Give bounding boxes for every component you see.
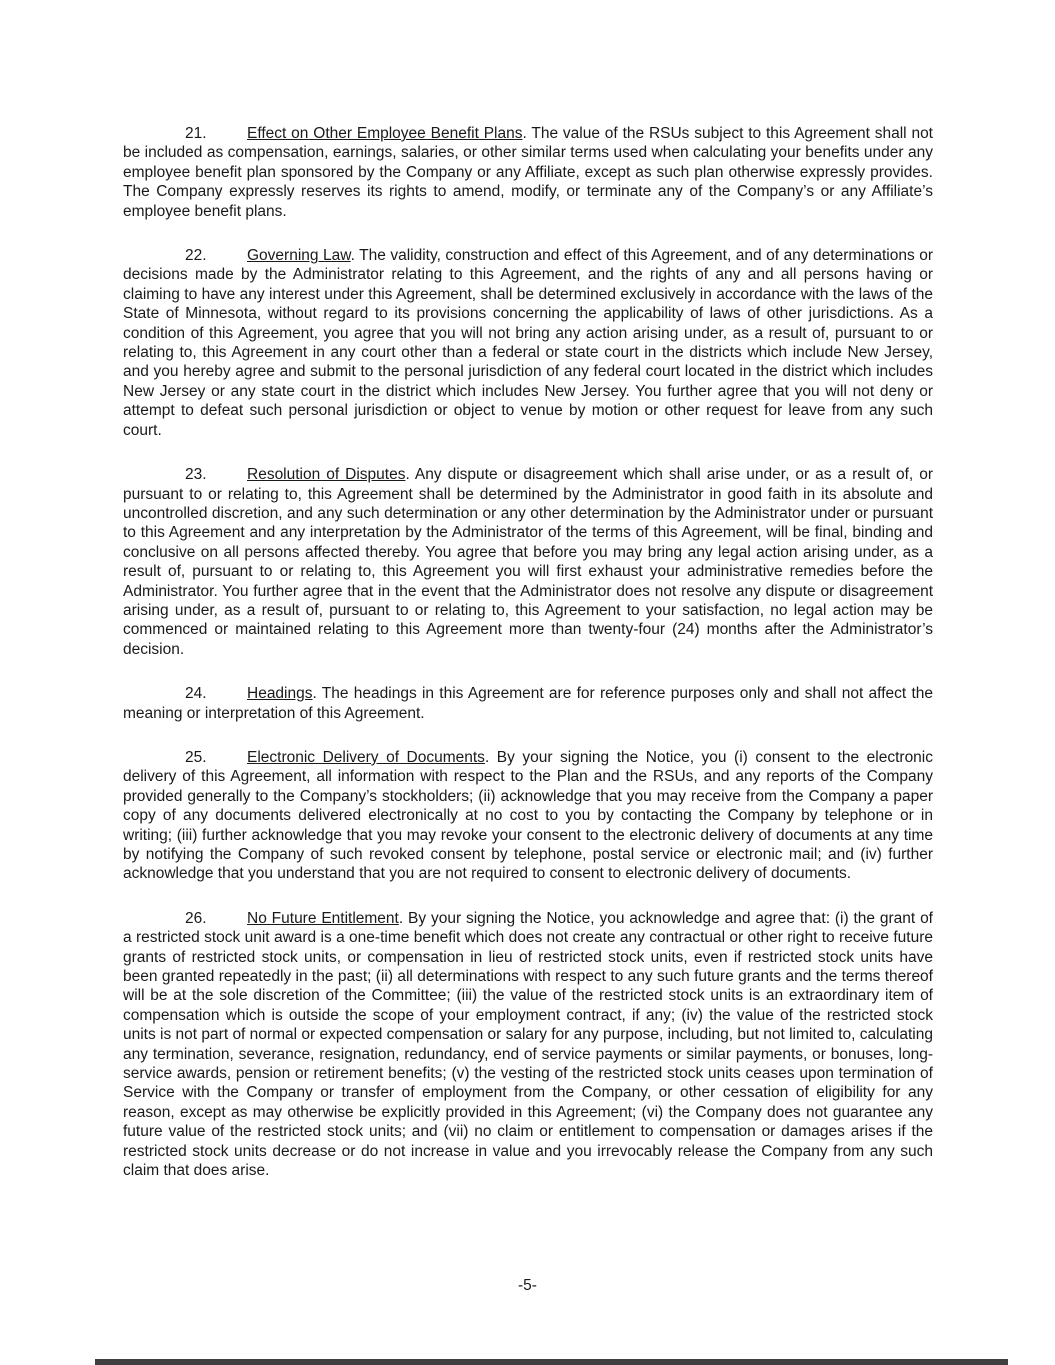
paragraph-22: [123, 246, 933, 440]
paragraph-24-heading: Headings: [247, 685, 313, 703]
paragraph-26-heading: No Future Entitlement: [247, 909, 399, 927]
paragraph-24: [123, 684, 933, 723]
paragraph-25-body: . By your signing the Notice, you (i) consent to the electronic delivery of this Agreement, all information with respect to the Plan and the RSUs, and any reports of the Company provided generally to the Company’s stockholders; (ii) acknowledge that you may receive from the Company a paper copy of any documents delivered electronically at no cost to you by contacting the Company by telephone or in writing; (iii) further acknowledge that you may revoke your consent to the electronic delivery of documents at any time by notifying the Company of such revoked consent by telephone, postal service or electronic mail; and (iv) further acknowledge that you understand that you are not required to consent to electronic delivery of documents.: [123, 748, 933, 883]
agreement-body: [123, 124, 933, 1181]
paragraph-24-body: . The headings in this Agreement are for reference purposes only and shall not affect the meaning or interpretation of this Agreement.: [123, 685, 933, 722]
paragraph-22-heading: Governing Law: [247, 247, 351, 265]
paragraph-21-heading: Effect on Other Employee Benefit Plans: [247, 125, 523, 142]
paragraph-26: [123, 909, 933, 1181]
paragraph-22-number: 22.: [185, 247, 207, 265]
paragraph-25-number: 25.: [185, 748, 207, 766]
paragraph-24-number: 24.: [185, 685, 207, 703]
bottom-scrollbar[interactable]: [95, 1359, 1008, 1365]
paragraph-23: [123, 465, 933, 659]
paragraph-25-heading: Electronic Delivery of Documents: [247, 748, 485, 766]
paragraph-23-body: . Any dispute or disagreement which shall arise under, or as a result of, or pursuant to or relating to, this Agreement shall be determined by the Administrator in good faith in its absolute and uncontrolled discretion, and any such determination or any other determination by the Administrator under or pursuant to this Agreement and any interpretation by the Administrator of the terms of this Agreement, will be final, binding and conclusive on all persons affected thereby. You agree that before you may bring any legal action arising under, as a result of, pursuant to or relating to, this Agreement you will first exhaust your administrative remedies before the Administrator. You further agree that in the event that the Administrator does not resolve any dispute or disagreement arising under, as a result of, pursuant to or relating to, this Agreement to your satisfaction, no legal action may be commenced or maintained relating to this Agreement more than twenty-four (24) months after the Administrator’s decision.: [123, 466, 933, 658]
paragraph-23-heading: Resolution of Disputes: [247, 466, 406, 484]
paragraph-21-body: . The value of the RSUs subject to this Agreement shall not be included as compensation, earnings, salaries, or other similar terms used when calculating your benefits under any employee benefit plan sponsored by the Company or any Affiliate, except as such plan otherwise expressly provides. The Company expressly reserves its rights to amend, modify, or terminate any of the Company’s or any Affiliate’s employee benefit plans.: [123, 125, 933, 220]
page-number: -5-: [518, 1277, 537, 1294]
paragraph-22-body: . The validity, construction and effect of this Agreement, and of any determinations or decisions made by the Administrator relating to this Agreement, and the rights of any and all persons having or claiming to have any interest under this Agreement, shall be determined exclusively in accordance with the laws of the State of Minnesota, without regard to its provisions concerning the applicability of laws of other jurisdictions. As a condition of this Agreement, you agree that you will not bring any action arising under, as a result of, pursuant to or relating to, this Agreement in any court other than a federal or state court in the districts which include New Jersey, and you hereby agree and submit to the personal jurisdiction of any federal court located in the district which includes New Jersey or any state court in the district which includes New Jersey. You further agree that you will not deny or attempt to defeat such personal jurisdiction or object to venue by motion or other request for leave from any such court.: [123, 247, 934, 439]
paragraph-21-number: 21.: [185, 125, 207, 142]
paragraph-26-number: 26.: [185, 909, 207, 927]
paragraph-23-number: 23.: [185, 466, 207, 484]
paragraph-21: [123, 124, 933, 221]
paragraph-25: [123, 748, 933, 884]
paragraph-26-body: . By your signing the Notice, you acknowledge and agree that: (i) the grant of a restricted stock unit award is a one-time benefit which does not create any contractual or other right to receive future grants of restricted stock units, or compensation in lieu of restricted stock units, even if restricted stock units have been granted repeatedly in the past; (ii) all determinations with respect to any such future grants and the terms thereof will be at the sole discretion of the Committee; (iii) the value of the restricted stock units is an extraordinary item of compensation which is outside the scope of your employment contract, if any; (iv) the value of the restricted stock units is not part of normal or expected compensation or salary for any purpose, including, but not limited to, calculating any termination, severance, resignation, redundancy, end of service payments or similar payments, or bonuses, long-service awards, pension or retirement benefits; (v) the vesting of the restricted stock units ceases upon termination of Service with the Company or transfer of employment from the Company, or other cessation of eligibility for any reason, except as may otherwise be explicitly provided in this Agreement; (vi) the Company does not guarantee any future value of the restricted stock units; and (vii) no claim or entitlement to compensation or damages arises if the restricted stock units decrease or do not increase in value and you irrevocably release the Company from any such claim that does arise.: [123, 909, 933, 1180]
